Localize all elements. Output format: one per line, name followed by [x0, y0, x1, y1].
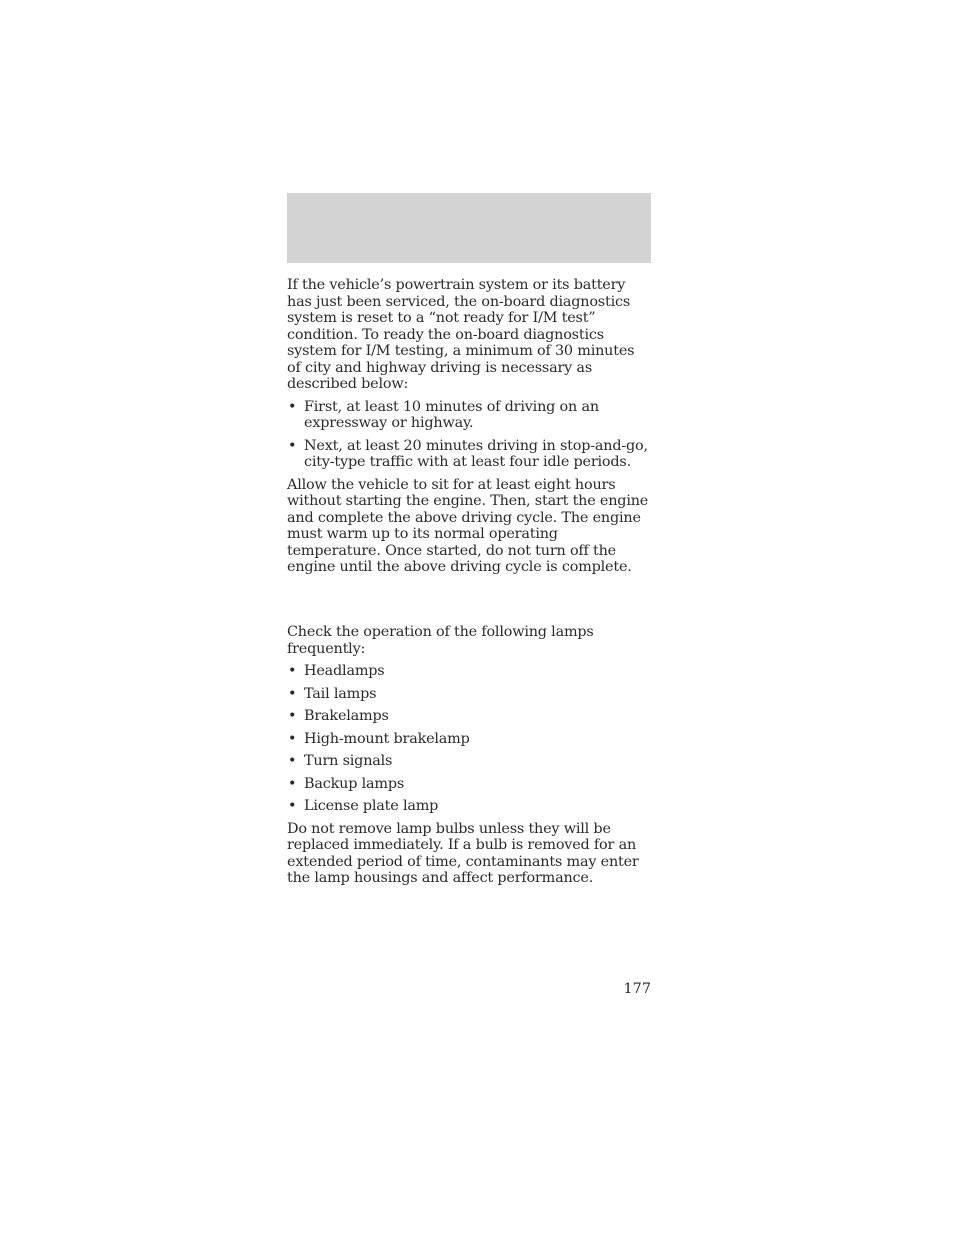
lamps-section: [287, 624, 651, 887]
lamps-intro-paragraph: Check the operation of the following lamps frequently:: [287, 624, 594, 657]
list-item: [287, 776, 651, 793]
list-item-text: License plate lamp: [304, 798, 439, 814]
list-item: [287, 686, 651, 703]
lamp-list: [287, 663, 651, 815]
bullet-icon: •: [288, 753, 297, 769]
bullet-icon: •: [288, 663, 297, 679]
list-item: [287, 753, 651, 770]
list-item-text: Backup lamps: [304, 775, 405, 792]
list-item-text: Next, at least 20 minutes driving in stop-and-go, city-type traffic with at least four idle periods.: [304, 437, 648, 470]
bullet-icon: •: [288, 437, 297, 454]
diagnostics-intro-paragraph: If the vehicle’s powertrain system or its battery has just been serviced, the on-board diagnostics system is reset to a “not ready for I/M test” condition. To ready the on-board diagnostics system for I/M testing, a minimum of 30 minutes of city and highway driving is necessary as described below:: [287, 277, 635, 392]
lamps-closing-paragraph: Do not remove lamp bulbs unless they will be replaced immediately. If a bulb is removed for an extended period of time, contaminants may enter the lamp housings and affect performance.: [287, 820, 639, 886]
bullet-icon: •: [288, 775, 297, 792]
list-item-text: Brakelamps: [304, 708, 389, 724]
bullet-icon: •: [288, 685, 297, 702]
diagnostics-closing-paragraph: Allow the vehicle to sit for at least eight hours without starting the engine. Then, start the engine and complete the above driving cycle. The engine must warm up to its normal operating temperature. Once started, do not turn off the engine until the above driving cycle is complete.: [287, 476, 649, 575]
diagnostics-section: [287, 277, 651, 576]
list-item-text: Headlamps: [304, 663, 385, 679]
driving-cycle-list: [287, 399, 651, 471]
list-item-text: High-mount brakelamp: [304, 730, 470, 747]
list-item: [287, 798, 651, 815]
page-number: 177: [623, 981, 651, 997]
list-item: [287, 731, 651, 748]
bullet-icon: •: [288, 398, 297, 415]
list-item-text: Tail lamps: [304, 685, 377, 702]
list-item-text: Turn signals: [304, 753, 393, 769]
list-item: [287, 663, 651, 680]
list-item-text: First, at least 10 minutes of driving on an expressway or highway.: [304, 398, 599, 431]
bullet-icon: •: [288, 730, 297, 747]
bullet-icon: •: [288, 708, 297, 724]
section-header-band: [287, 193, 651, 263]
list-item: [287, 708, 651, 725]
list-item: [287, 438, 651, 471]
bullet-icon: •: [288, 798, 297, 814]
list-item: [287, 399, 651, 432]
